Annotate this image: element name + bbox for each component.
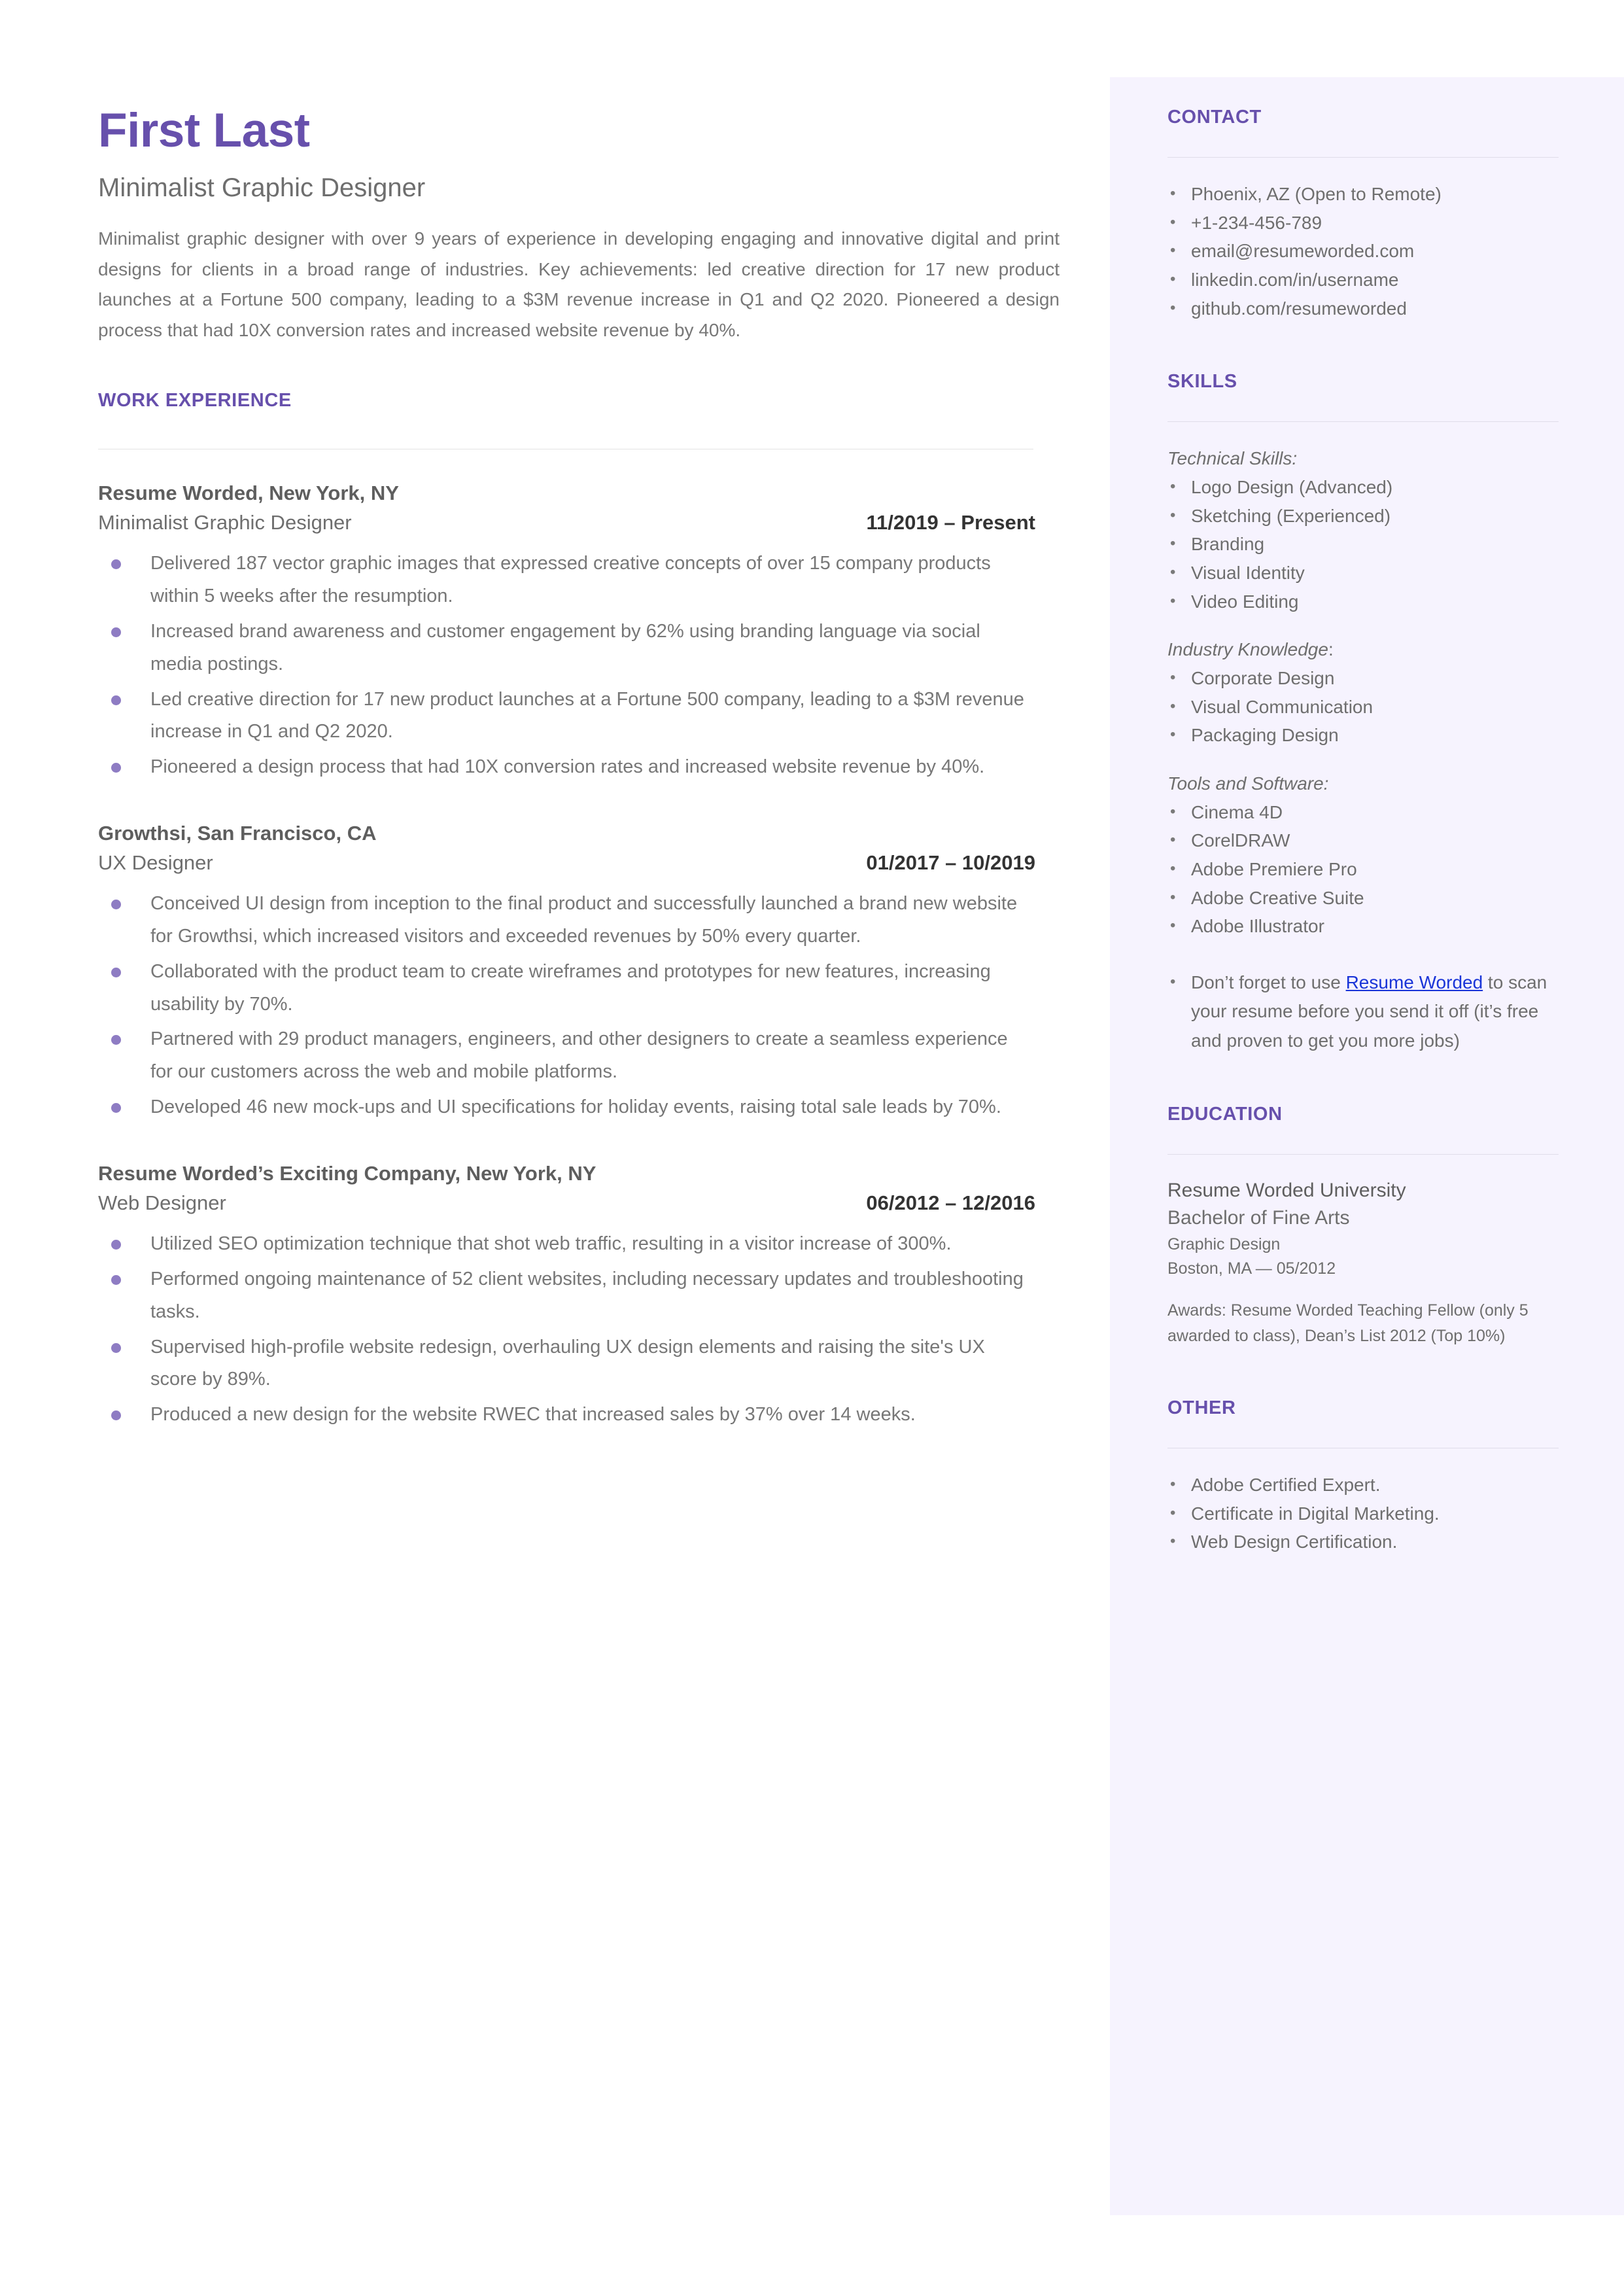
other-item: • Web Design Certification. <box>1167 1528 1560 1556</box>
job-bullet-list <box>98 548 1033 784</box>
job-bullet: Utilized SEO optimization technique that shot web traffic, resulting in a visitor increase of 300%. <box>98 1228 1033 1261</box>
skill-group-label-text: Industry Knowledge <box>1167 639 1328 660</box>
job-title: UX Designer <box>98 850 213 874</box>
job-bullet: Supervised high-profile website redesign, overhauling UX design elements and raising the site's UX score by 89%. <box>98 1331 1033 1397</box>
job-dates: 06/2012 – 12/2016 <box>866 1191 1035 1214</box>
section-heading-education: EDUCATION <box>1167 1103 1283 1125</box>
other-list <box>1167 1471 1559 1556</box>
skill-group-label <box>1167 769 1559 798</box>
job-bullet: Performed ongoing maintenance of 52 client websites, including necessary updates and troubleshooting tasks. <box>98 1263 1033 1329</box>
skill-item: • Visual Communication <box>1167 693 1560 722</box>
contact-item: • email@resumeworded.com <box>1167 237 1560 266</box>
job-dates: 01/2017 – 10/2019 <box>866 850 1035 874</box>
page-title: First Last <box>98 104 310 157</box>
skill-item: • Packaging Design <box>1167 721 1560 750</box>
skill-group-label-suffix: : <box>1328 639 1334 660</box>
education-degree: Bachelor of Fine Arts <box>1167 1207 1350 1229</box>
skill-group-gap <box>1167 750 1559 769</box>
contact-item: • linkedin.com/in/username <box>1167 266 1560 294</box>
skill-item: • Cinema 4D <box>1167 798 1560 827</box>
skill-item: • Video Editing <box>1167 587 1560 616</box>
other-item: • Adobe Certified Expert. <box>1167 1471 1560 1499</box>
job-title-row <box>98 851 1035 875</box>
education-awards: Awards: Resume Worded Teaching Fellow (only 5 awarded to class), Dean’s List 2012 (Top 10%) <box>1167 1301 1529 1345</box>
education-location-date: Boston, MA — 05/2012 <box>1167 1259 1336 1278</box>
contact-item: • +1-234-456-789 <box>1167 209 1560 237</box>
education-school: Resume Worded University <box>1167 1179 1406 1201</box>
skill-item: • Adobe Premiere Pro <box>1167 855 1560 884</box>
skills-list <box>1167 444 1559 941</box>
skill-item: • Logo Design (Advanced) <box>1167 473 1560 502</box>
work-experience-entry <box>98 820 1033 1124</box>
section-heading-other: OTHER <box>1167 1397 1236 1418</box>
section-divider-contact <box>1167 157 1559 158</box>
skill-item: • Adobe Illustrator <box>1167 912 1560 941</box>
job-title-row <box>98 511 1035 534</box>
other-item: • Certificate in Digital Marketing. <box>1167 1499 1560 1528</box>
job-bullet: Collaborated with the product team to create wireframes and prototypes for new features, increasing usability by 70%. <box>98 956 1033 1021</box>
skill-group-label-text: Technical Skills: <box>1167 448 1298 469</box>
section-heading-contact: CONTACT <box>1167 107 1262 128</box>
work-experience-list <box>98 480 1033 1431</box>
job-dates: 11/2019 – Present <box>866 511 1035 534</box>
skill-group-gap <box>1167 616 1559 635</box>
skill-item: • CorelDRAW <box>1167 826 1560 855</box>
skill-group-label <box>1167 635 1559 664</box>
skill-item: • Corporate Design <box>1167 664 1560 693</box>
promo-lead-text: Don’t forget to use <box>1191 972 1346 993</box>
contact-item: • Phoenix, AZ (Open to Remote) <box>1167 180 1560 209</box>
job-bullet-list <box>98 1228 1033 1431</box>
skill-group-items <box>1167 473 1559 616</box>
professional-headline: Minimalist Graphic Designer <box>98 173 426 203</box>
section-divider-skills <box>1167 421 1559 422</box>
job-company: Growthsi, San Francisco, CA <box>98 822 377 845</box>
sidebar <box>1110 77 1624 2215</box>
education-field: Graphic Design <box>1167 1235 1281 1253</box>
skill-item: • Branding <box>1167 530 1560 559</box>
summary-paragraph: Minimalist graphic designer with over 9 years of experience in developing engaging and innovative digital and print designs for clients in a broad range of industries. Key achievements: led creative direction for 17 new product launches at a Fortune 500 company, leading to a $3M revenue increase in Q1 and Q2 2020. Pioneered a design process that had 10X conversion rates and increased website revenue by 40%. <box>98 228 1060 340</box>
job-company: Resume Worded, New York, NY <box>98 482 399 505</box>
job-bullet: Pioneered a design process that had 10X conversion rates and increased website revenue by 40%. <box>98 751 1033 784</box>
section-heading-work-experience: WORK EXPERIENCE <box>98 390 292 412</box>
skill-group-label-text: Tools and Software: <box>1167 773 1329 794</box>
job-title: Minimalist Graphic Designer <box>98 511 352 534</box>
resume-worded-link[interactable]: Resume Worded <box>1345 972 1483 993</box>
main-column <box>98 104 1060 1431</box>
job-bullet: Led creative direction for 17 new product launches at a Fortune 500 company, leading to a $3M revenue increase in Q1 and Q2 2020. <box>98 684 1033 749</box>
job-company: Resume Worded’s Exciting Company, New York, NY <box>98 1162 596 1185</box>
job-title: Web Designer <box>98 1191 226 1214</box>
job-bullet-list <box>98 888 1033 1124</box>
section-divider-education <box>1167 1154 1559 1155</box>
job-bullet: Developed 46 new mock-ups and UI specifications for holiday events, raising total sale leads by 70%. <box>98 1091 1033 1124</box>
skill-group-items <box>1167 798 1559 941</box>
skill-group-label <box>1167 444 1559 473</box>
skill-group-items <box>1167 664 1559 750</box>
contact-list <box>1167 180 1559 323</box>
job-bullet: Partnered with 29 product managers, engineers, and other designers to create a seamless experience for our customers across the web and mobile platforms. <box>98 1023 1033 1089</box>
job-bullet: Delivered 187 vector graphic images that expressed creative concepts of over 15 company products within 5 weeks after the resumption. <box>98 548 1033 613</box>
promo-tail-text: to scan your resume before you send it off (it’s free and proven to get you more jobs) <box>1191 972 1547 1051</box>
job-bullet: Produced a new design for the website RWEC that increased sales by 37% over 14 weeks. <box>98 1399 1033 1431</box>
skill-item: • Adobe Creative Suite <box>1167 884 1560 913</box>
contact-item: • github.com/resumeworded <box>1167 294 1560 323</box>
skill-item: • Visual Identity <box>1167 559 1560 587</box>
work-experience-entry <box>98 480 1033 784</box>
job-title-row <box>98 1191 1035 1215</box>
skill-item: • Sketching (Experienced) <box>1167 502 1560 531</box>
job-bullet: Conceived UI design from inception to the final product and successfully launched a brand new website for Growthsi, which increased visitors and exceeded revenues by 50% every quarter. <box>98 888 1033 953</box>
section-heading-skills: SKILLS <box>1167 371 1237 393</box>
job-bullet: Increased brand awareness and customer engagement by 62% using branding language via social media postings. <box>98 616 1033 681</box>
work-experience-entry <box>98 1160 1033 1431</box>
promo-note <box>1167 968 1566 1055</box>
